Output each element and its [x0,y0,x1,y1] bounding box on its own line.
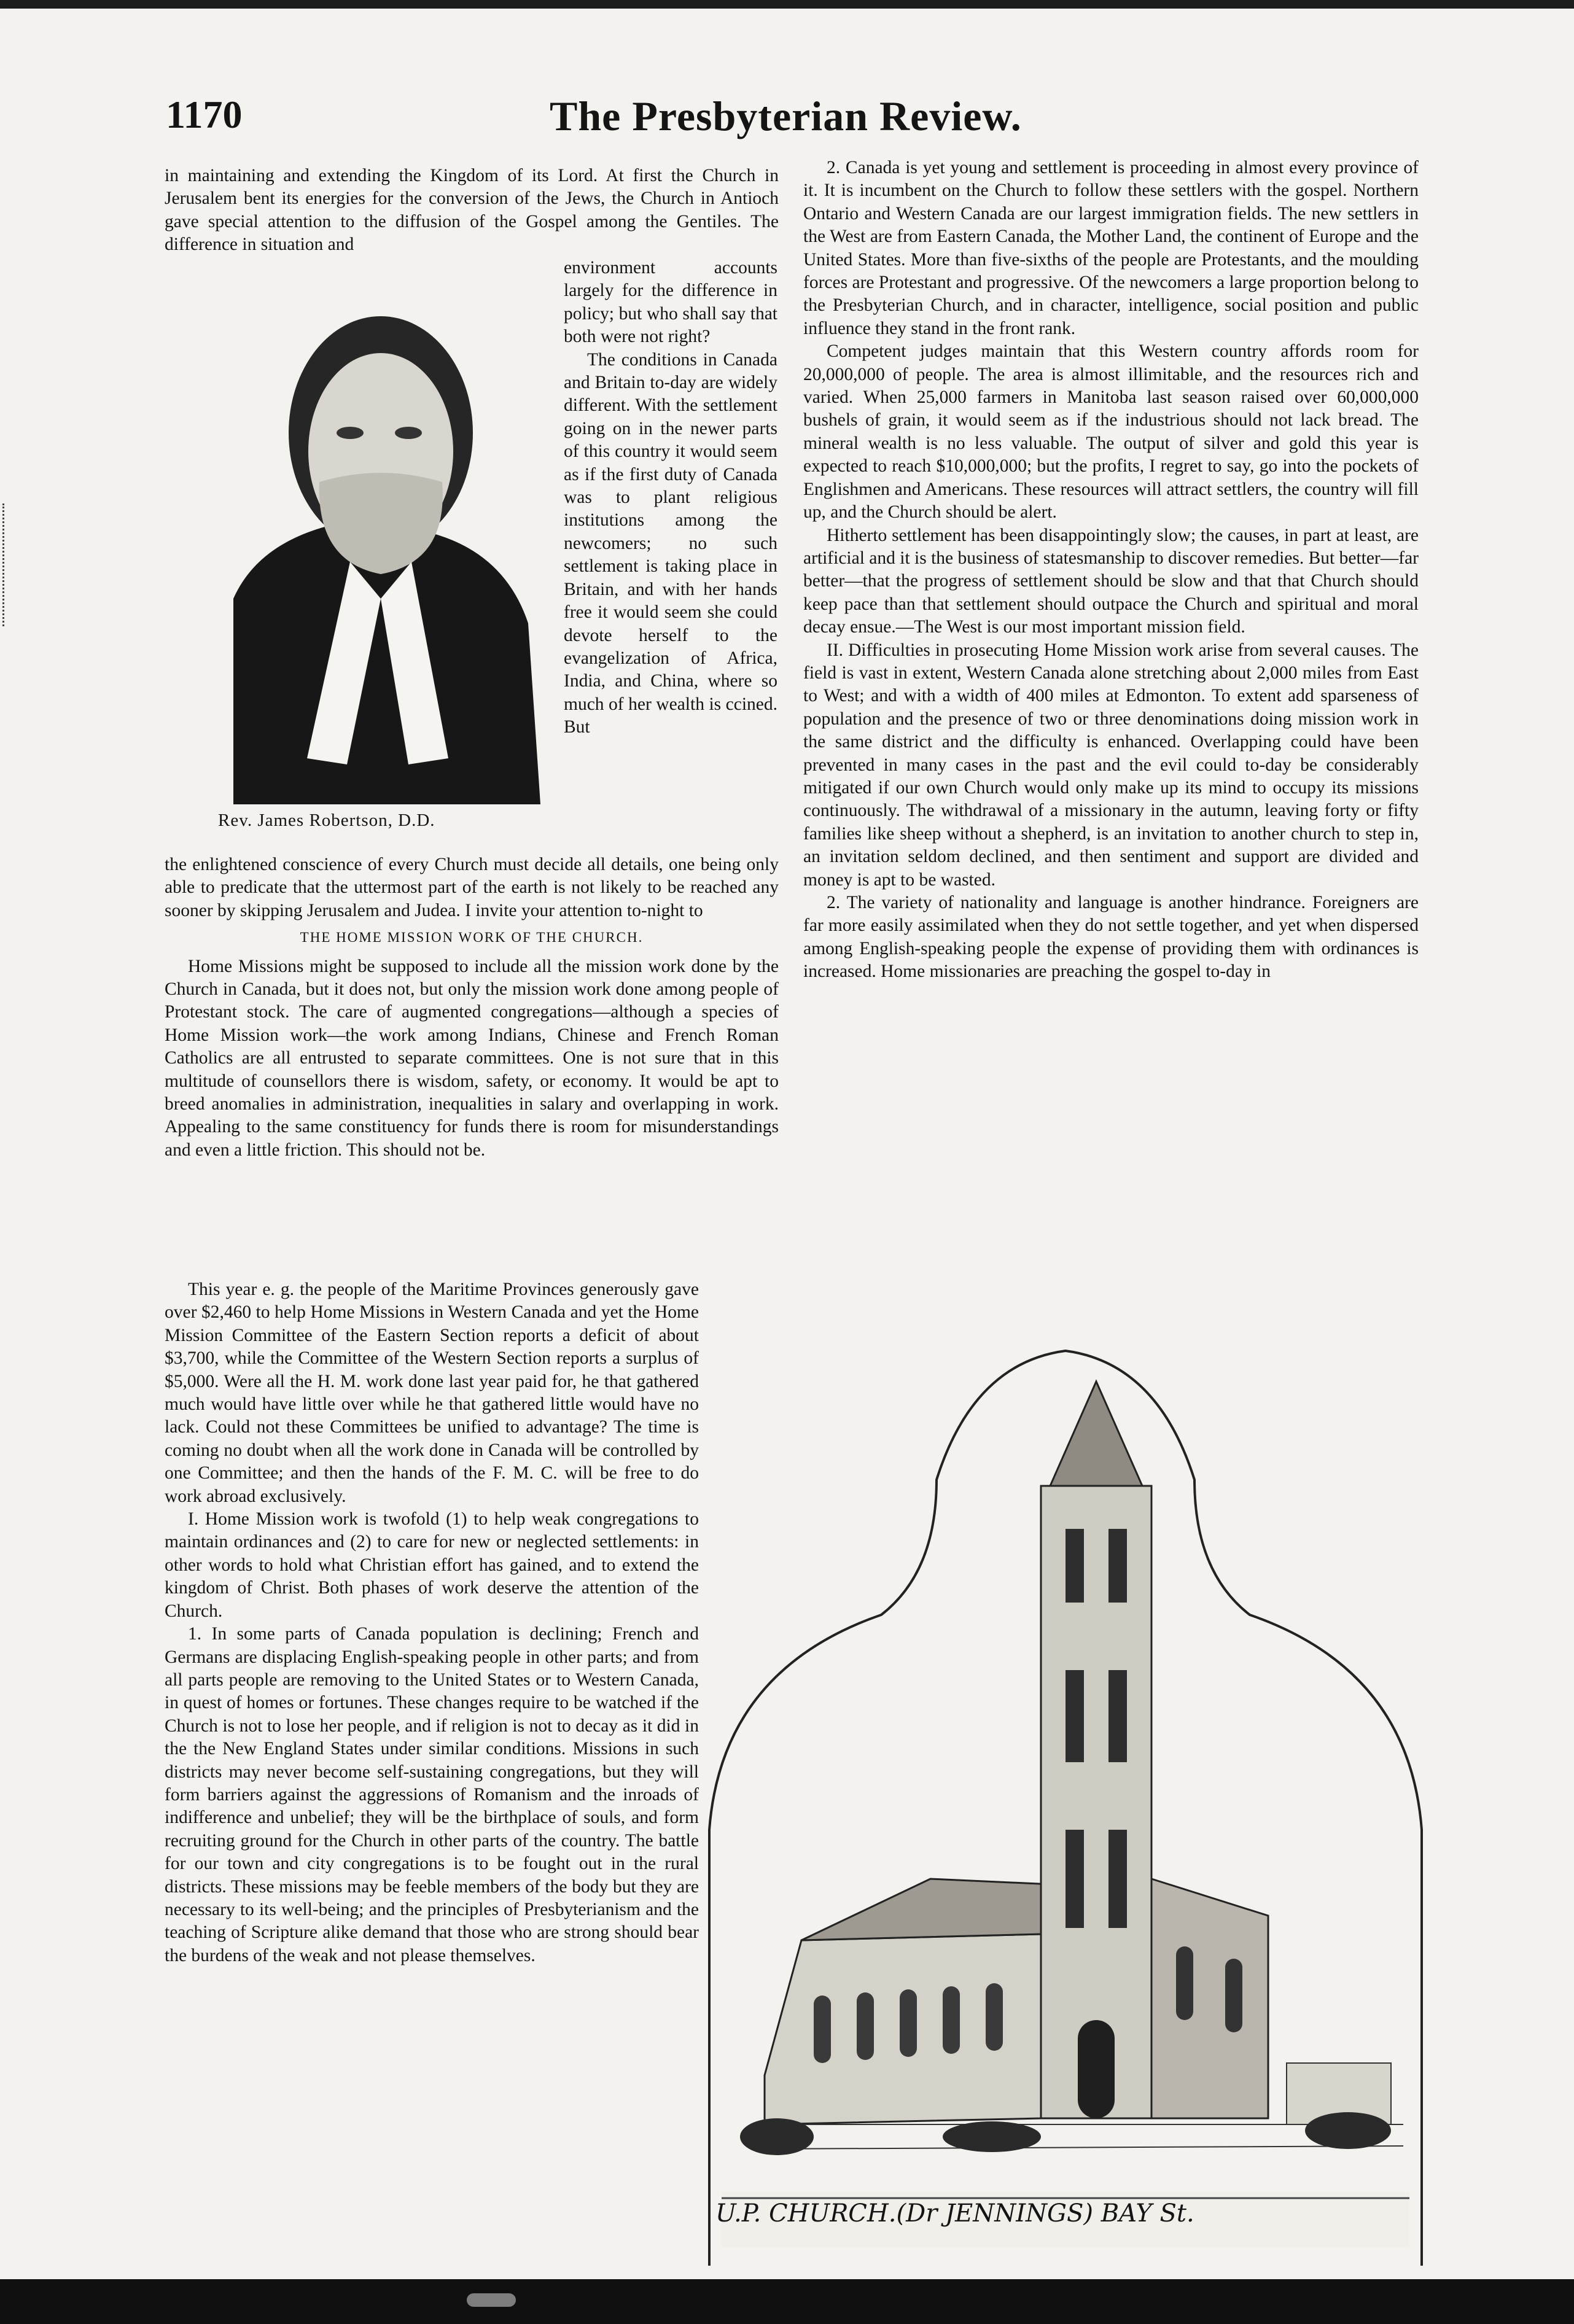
scan-edge-top [0,0,1574,9]
left-column-top [165,165,779,257]
church-engraving [697,1326,1434,2272]
publication-title: The Presbyterian Review. [550,93,1022,139]
paragraph-home-missions: Home Missions might be supposed to include all the mission work done by the Church in Canada, but it does not, but only the mission work done among people of Protestant stock. The care of augmented congregations—although a species of Home Mission work—the work among Indians, Chinese and French Roman Catholics are all entrusted to separate committees. One is not sure that in this multitude of counsellors there is wisdom, safety, or economy. It would be apt to breed anomalies in administration, inequalities in salary and overlapping in work. Appealing to the same constituency for funds there is room for misunderstandings and even a little friction. This should not be. [165,956,779,1160]
page-number: 1170 [166,93,243,136]
paragraph-conditions: The conditions in Canada and Britain to-day are widely different. With the settlement going on in the newer parts of this country it would seem as if the first duty of Canada was to plant religious institutions among the newcomers; no such settlement is taking place in Britain, and with her hands free it would seem she could devote herself to the evangelization of Africa, India, and China, where so much of her wealth is ccined. But [564,349,777,737]
paragraph-declining: 1. In some parts of Canada population is declining; French and Germans are displacing English-speaking people in other parts; and from all parts people are removing to the United States or to Western Canada, in quest of homes or fortunes. These changes require to be watched if the Church is not to lose her people, and if religion is not to decay as it did in the the New England States under similar conditions. Missions in such districts may never become self-sustaining congregations, but they will form barriers against the aggressions of Romanism and the inroads of indifference and unbelief; they will be the birthplace of souls, and form recruiting ground for the Church in other parts of the country. The battle for our town and city congregations is to be fought out in the rural districts. These missions may be feeble members of the body but they are necessary to its well-being; and the principles of Presbyterianism and the teaching of Scripture alike demand that those who are strong should bear the burdens of the weak and not please themselves. [165,1624,699,1965]
scan-edge-bottom [0,2279,1574,2324]
margin-scan-mark [2,503,10,626]
paragraph-this-year: This year e. g. the people of the Maritime Provinces generously gave over $2,460 to help Home Missions in Western Canada and yet the Home Mission Committee of the Eastern Section reports a deficit of about $3,700, while the Committee of the Western Section reports a surplus of $5,000. Were all the H. M. work done last year paid for, he that gathered much would have little over while he that gathered little would have no lack. Could not these Committees be unified to advantage? The time is coming no doubt when all the work done in Canada will be controlled by one Committee; and then the hands of the F. M. C. will be free to do work abroad exclusively. [165,1280,699,1506]
church-caption: U.P. CHURCH.(Dr JENNINGS) BAY St. [715,2199,1194,2228]
scan-artifact [467,2293,516,2307]
section-heading: THE HOME MISSION WORK OF THE CHURCH. [300,930,644,946]
left-column-narrow [564,257,777,739]
paragraph-conscience: the enlightened conscience of every Church must decide all details, one being only able to predicate that the uttermost part of the earth is not likely to be reached any sooner by skipping Jerusalem and Judea. I invite your attention to-night to [165,855,779,920]
portrait-illustration [197,279,550,804]
portrait-figure [197,279,550,804]
church-illustration [697,1326,1434,2272]
paragraph-difficulties: II. Difficulties in prosecuting Home Mission work arise from several causes. The field is vast in extent, Western Canada alone stretching about 2,000 miles from East to West; and with a width of 400 miles at Edmonton. To extent add sparseness of population and the presence of two or three denominations doing mission work in the same district and the difficulty is enhanced. Overlapping could have been prevented in many cases in the past and the evil could to-day be considerably mitigated if our own Church would only make up its mind to occupy its missions continuously. The withdrawal of a missionary in the autumn, leaving forty or fifty families like sheep without a shepherd, is an invitation to another church to step in, an invitation seldom declined, and then sentiment and support are divided and money is apt to be wasted. [803,640,1419,890]
paragraph-twofold: I. Home Mission work is twofold (1) to help weak congregations to maintain ordinances and (2) to care for new or neglected settlements: in other words to hold what Christian effort has gained, and to extend the kingdom of Christ. Both phases of work deserve the attention of the Church. [165,1509,699,1621]
paragraph-competent-judges: Competent judges maintain that this Western country affords room for 20,000,000 of people. The area is almost illimitable, and the resources rich and varied. When 25,000 farmers in Manitoba last season raised over 60,000,000 bushels of grain, it would seem as if the industrious should not lack bread. The mineral wealth is no less valuable. The output of silver and gold this year is expected to reach $10,000,000; but the profits, I regret to say, go into the pockets of Englishmen and Americans. These resources will attract settlers, the country will fill up, and the Church should be alert. [803,341,1419,523]
paragraph-canada-young: 2. Canada is yet young and settlement is proceeding in almost every province of it. It is incumbent on the Church to follow these settlers with the gospel. Northern Ontario and Western Canada are our largest immigration fields. The new settlers in the West are from Eastern Canada, the Mother Land, the continent of Europe and the United States. More than five-sixths of the people are Protestants, and the moulding forces are Protestant and progressive. Of the newcomers a large proportion belong to the Presbyterian Church, and in character, intelligence, social position and public influence they stand in the front rank. [803,158,1419,338]
paragraph-variety: 2. The variety of nationality and language is another hindrance. Foreigners are far more easily assimilated when they do not settle together, and yet when dispersed among English-speaking people the expense of providing them with ordinances is increased. Home missionaries are preaching the gospel to-day in [803,893,1419,982]
portrait-caption: Rev. James Robertson, D.D. [218,810,435,830]
paragraph-hitherto: Hitherto settlement has been disappointingly slow; the causes, in part at least, are artificial and it is the business of statesmanship to discover remedies. But better—far better—that the progress of settlement should be slow and that that Church should keep pace than that settlement should outpace the Church and spiritual and moral decay ensue.—The West is our most important mission field. [803,525,1419,637]
paragraph-environment: environment accounts largely for the difference in policy; but who shall say that both were not right? [564,258,777,347]
paragraph-opening: in maintaining and extending the Kingdom of its Lord. At first the Church in Jerusalem bent its energies for the conversion of the Jews, the Church in Antioch gave special attention to the diffusion of the Gospel among the Gentiles. The difference in situation and [165,166,779,255]
right-column [803,157,1419,984]
left-column-full [165,853,779,1162]
left-column-lower [165,1278,699,1967]
